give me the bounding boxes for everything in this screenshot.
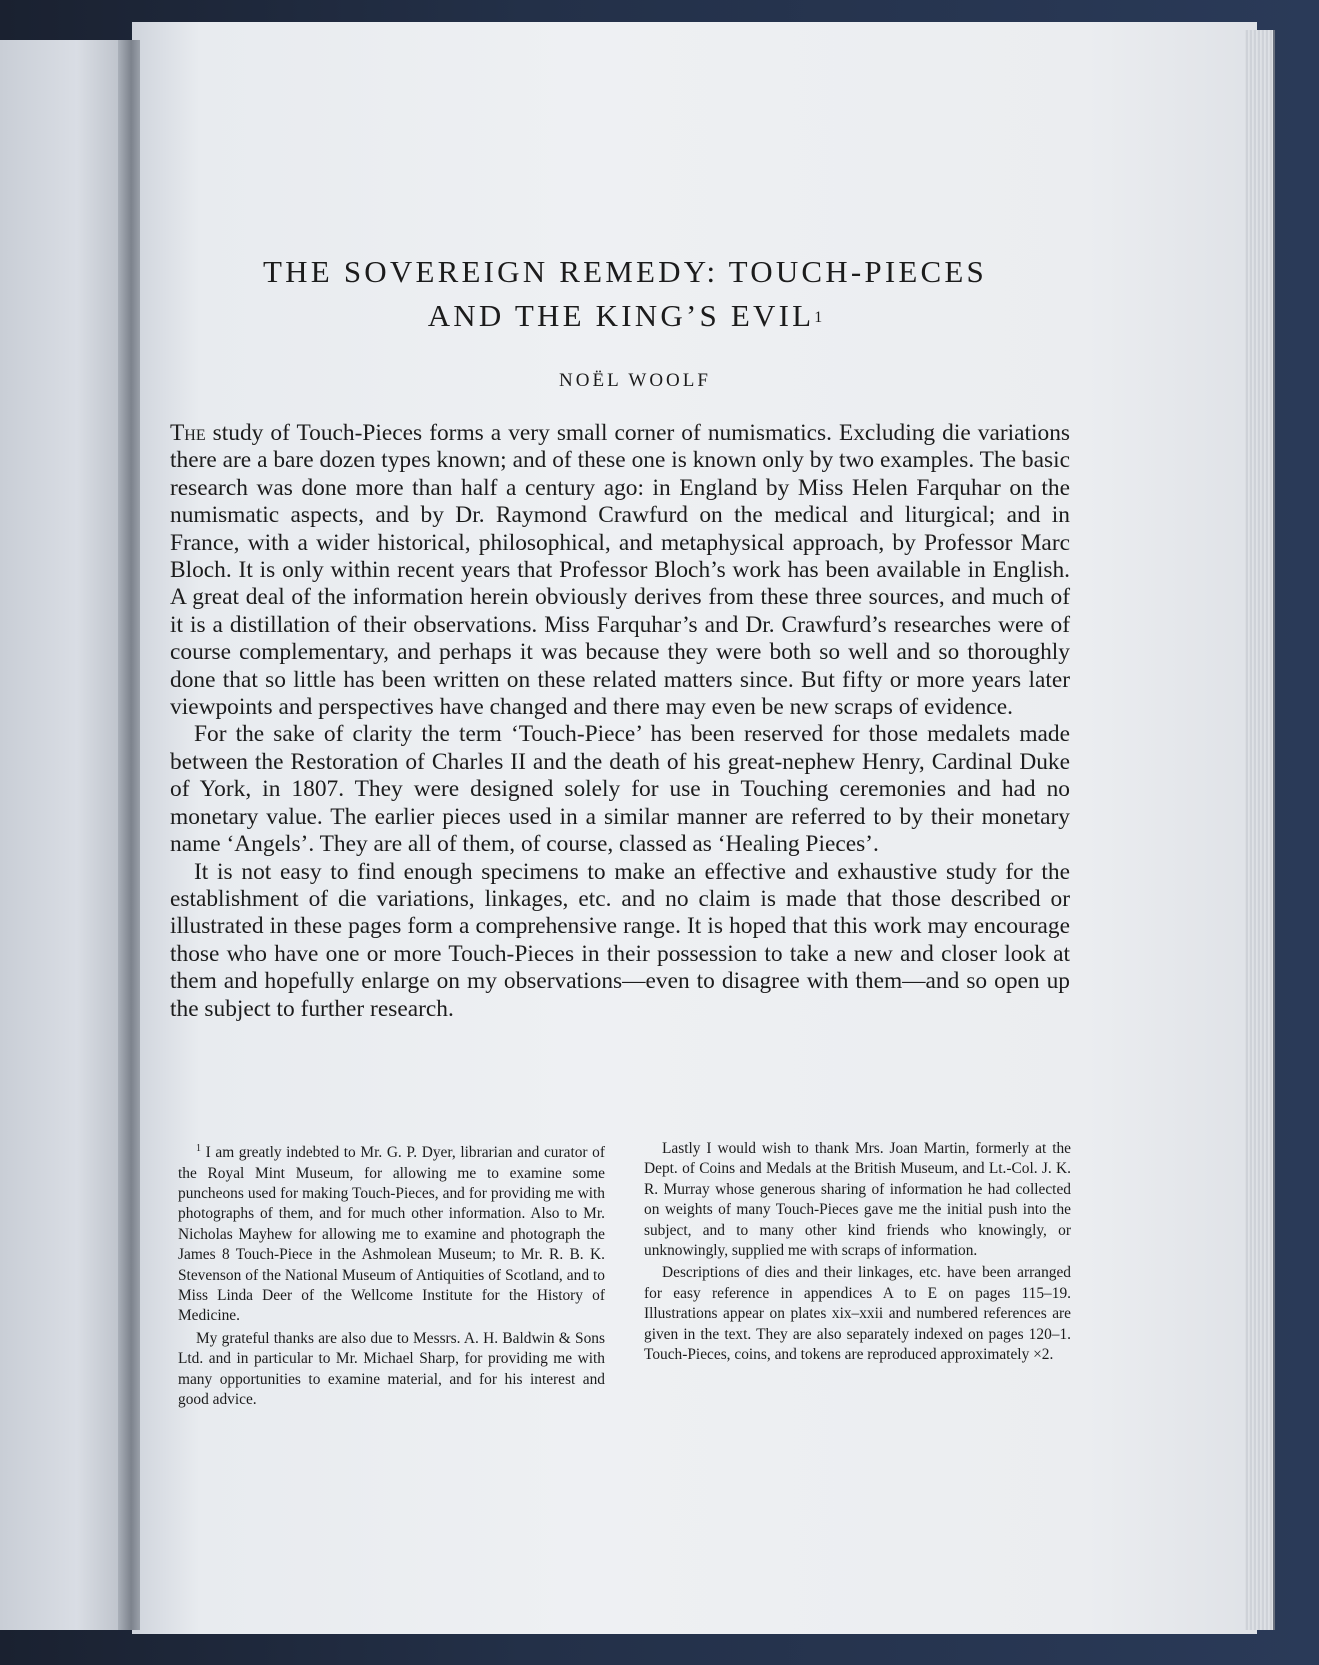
author-name: NOËL WOOLF bbox=[559, 370, 711, 391]
footnote-1-paragraph-1 bbox=[178, 1139, 605, 1327]
footnote-column-right bbox=[644, 1139, 1071, 1410]
title-line-1: THE SOVEREIGN REMEDY: TOUCH-PIECES bbox=[263, 254, 987, 289]
body-text bbox=[170, 420, 1070, 1023]
footnote-1-text: I am greatly indebted to Mr. G. P. Dyer, librarian and curator of the Royal Mint Museum, for allowing me to examine some puncheons used for making Touch-Pieces, and for providing me with photographs of them, and for much other information. Also to Mr. Nicholas Mayhew for allowing me to examine and photograph the James 8 Touch-Piece in the Ashmolean Museum; to Mr. R. B. K. Stevenson of the National Museum of Antiquities of Scotland, and to Miss Linda Deer of the Wellcome Institute for the History of Medicine. bbox=[178, 1144, 605, 1325]
footnote-1-paragraph-2: My grateful thanks are also due to Messrs. A. H. Baldwin & Sons Ltd. and in particular to Mr. Michael Sharp, for providing me with many opportunities to examine material, and for his interest and good advice. bbox=[178, 1329, 605, 1408]
paragraph-1-lead: The bbox=[170, 420, 206, 446]
footnote-1-paragraph-4: Descriptions of dies and their linkages, etc. have been arranged for easy reference in appendices A to E on pages 115–19. Illustrations appear on plates xix–xxii and numbered references are given in the text. They are also separately indexed on pages 120–1. Touch-Pieces, coins, and tokens are reproduced approximately ×2. bbox=[644, 1264, 1071, 1364]
article-text bbox=[170, 230, 1070, 1023]
footnote-column-left bbox=[178, 1139, 605, 1410]
footnote-marker: 1 bbox=[196, 1143, 201, 1154]
paragraph-2: For the sake of clarity the term ‘Touch-Piece’ has been reserved for those medalets made between the Restoration of Charles II and the death of his great-nephew Henry, Cardinal Duke of York, in 1807. They were designed solely for use in Touching ceremonies and had no monetary value. The earlier pieces used in a similar manner are referred to by their monetary name ‘Angels’. They are all of them, of course, classed as ‘Healing Pieces’. bbox=[170, 721, 1070, 858]
book-gutter bbox=[118, 40, 140, 1630]
article-title bbox=[180, 250, 1070, 338]
title-line-2: AND THE KING’S EVIL bbox=[427, 298, 815, 333]
paragraph-3: It is not easy to find enough specimens to make an effective and exhaustive study for the establishment of die variations, linkages, etc. and no claim is made that those described or illustrated in these pages form a comprehensive range. It is hoped that this work may encourage those who have one or more Touch-Pieces in their possession to take a new and closer look at them and hopefully enlarge on my observations—even to disagree with them—and so open up the subject to further research. bbox=[170, 858, 1070, 1022]
paragraph-1-text: study of Touch-Pieces forms a very small corner of numismatics. Excluding die variations there are a bare dozen types known; and of these one is known only by two examples. The basic research was done more than half a century ago: in England by Miss Helen Farquhar on the numismatic aspects, and by Dr. Raymond Crawfurd on the medical and liturgical; and in France, with a wider historical, philosophical, and metaphysical approach, by Professor Marc Bloch. It is only within recent years that Professor Bloch’s work has been available in English. A great deal of the information herein obviously derives from these three sources, and much of it is a distillation of their observations. Miss Farquhar’s and Dr. Crawfurd’s researches were of course complementary, and perhaps it was because they were both so well and so thoroughly done that so little has been written on these related matters since. But fifty or more years later viewpoints and perspectives have changed and there may even be new scraps of evidence. bbox=[170, 420, 1070, 721]
footnote-1-paragraph-3: Lastly I would wish to thank Mrs. Joan Martin, formerly at the Dept. of Coins and Medals at the British Museum, and Lt.-Col. J. K. R. Murray whose generous sharing of information he had collected on weights of many Touch-Pieces gave me the initial push into the subject, and to many other kind friends who knowingly, or unknowingly, supplied me with scraps of information. bbox=[644, 1140, 1071, 1260]
footnotes bbox=[178, 1139, 1071, 1410]
page-edges bbox=[1245, 30, 1275, 1630]
title-footnote-marker: 1 bbox=[814, 309, 823, 326]
paragraph-1 bbox=[170, 420, 1070, 721]
